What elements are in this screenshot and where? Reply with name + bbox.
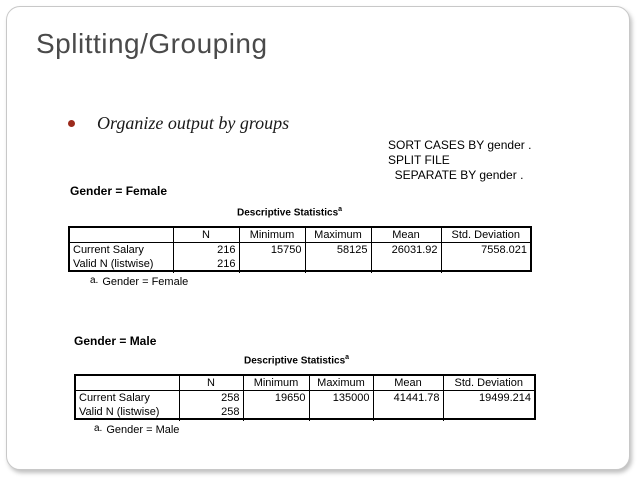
footnote-mark: a. — [94, 423, 103, 434]
descriptive-stats-table-female — [70, 228, 530, 273]
cell-mean — [371, 257, 441, 273]
footnote-text: Gender = Female — [102, 276, 189, 288]
cell-minimum — [243, 405, 309, 421]
group-label-female: Gender = Female — [70, 184, 168, 198]
cell-std-deviation — [441, 257, 530, 273]
cell-std-deviation — [443, 405, 534, 421]
table-footnote-female — [90, 276, 188, 288]
cell-n: 258 — [179, 405, 243, 421]
cell-maximum — [305, 257, 371, 273]
cell-minimum — [239, 257, 305, 273]
cell-mean — [373, 405, 443, 421]
row-label: Valid N (listwise) — [76, 405, 179, 421]
table-row — [70, 257, 530, 273]
cell-n: 258 — [179, 391, 243, 406]
table-row — [76, 405, 534, 421]
table-title-female — [237, 206, 342, 218]
cell-maximum — [309, 405, 373, 421]
column-header: N — [179, 376, 243, 391]
cell-n: 216 — [173, 257, 239, 273]
cell-minimum: 19650 — [243, 391, 309, 406]
slide-title: Splitting/Grouping — [36, 28, 268, 59]
column-header — [76, 376, 179, 391]
table-header-row — [76, 376, 534, 391]
syntax-line: SEPARATE BY gender . — [388, 168, 524, 182]
table-title-text: Descriptive Statistics — [237, 207, 339, 219]
row-label: Valid N (listwise) — [70, 257, 173, 273]
column-header: N — [173, 228, 239, 243]
cell-n: 216 — [173, 243, 239, 258]
footnote-text: Gender = Male — [106, 424, 180, 436]
column-header: Maximum — [305, 228, 371, 243]
cell-mean: 26031.92 — [371, 243, 441, 258]
table-title-note: a — [345, 354, 350, 361]
syntax-block — [388, 138, 531, 183]
column-header: Mean — [373, 376, 443, 391]
table-title-text: Descriptive Statistics — [244, 355, 346, 367]
column-header: Minimum — [243, 376, 309, 391]
table-footnote-male — [94, 424, 179, 436]
table-header-row — [70, 228, 530, 243]
syntax-line: SPLIT FILE — [388, 153, 450, 167]
cell-minimum: 15750 — [239, 243, 305, 258]
column-header — [70, 228, 173, 243]
syntax-line: SORT CASES BY gender . — [388, 138, 532, 152]
row-label: Current Salary — [70, 243, 173, 258]
bullet-dot-icon — [68, 120, 75, 127]
group-label-male: Gender = Male — [74, 334, 157, 348]
column-header: Mean — [371, 228, 441, 243]
cell-std-deviation: 19499.214 — [479, 392, 531, 404]
descriptive-stats-table-male — [76, 376, 534, 421]
column-header: Std. Deviation — [441, 228, 530, 243]
column-header: Maximum — [309, 376, 373, 391]
row-label: Current Salary — [76, 391, 179, 406]
table-row — [70, 243, 530, 258]
bullet-item — [68, 113, 289, 134]
cell-std-deviation: 7558.021 — [481, 244, 527, 256]
cell-maximum: 135000 — [309, 391, 373, 406]
footnote-mark: a. — [90, 275, 99, 286]
cell-mean: 41441.78 — [373, 391, 443, 406]
table-title-male — [244, 354, 349, 366]
cell-maximum: 58125 — [305, 243, 371, 258]
column-header: Std. Deviation — [443, 376, 534, 391]
table-row — [76, 391, 534, 406]
bullet-text: Organize output by groups — [97, 113, 290, 133]
column-header: Minimum — [239, 228, 305, 243]
table-title-note: a — [338, 206, 343, 213]
